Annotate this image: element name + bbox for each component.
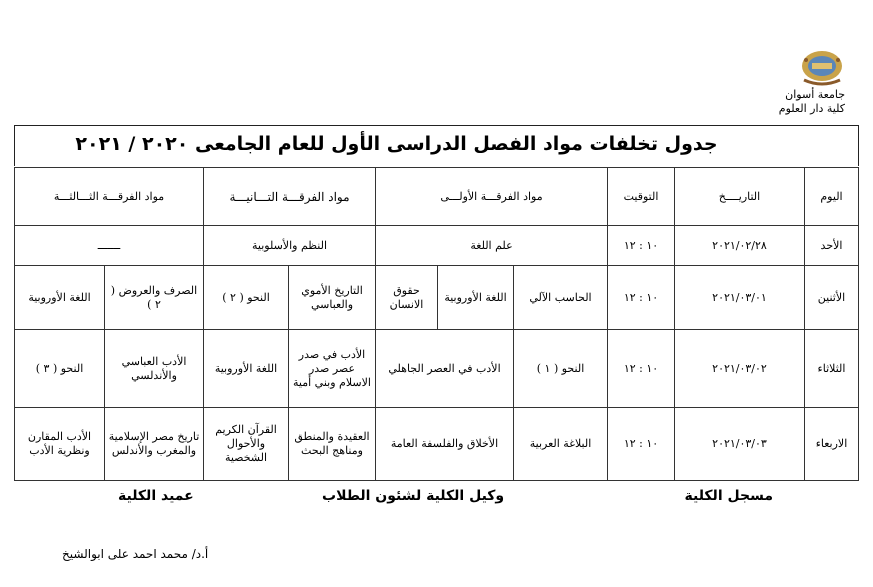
dean-name: أ.د/ محمد احمد على ابوالشيخ [62, 547, 209, 561]
day-cell: الأثنين [805, 266, 859, 330]
header-year2: مواد الفرقـــة التـــانيـــة [204, 168, 376, 226]
date-cell: ٢٠٢١/٠٢/٢٨ [675, 226, 805, 266]
college-title: كلية دار العلوم [778, 102, 845, 115]
year2-subject: القرآن الكريم والأحوال الشخصية [204, 408, 289, 481]
year3-subject: تاريخ مصر الإسلامية والمغرب والأندلس [105, 408, 204, 481]
table-row [15, 330, 859, 408]
table-header-row [15, 168, 859, 226]
year1-subject: البلاغة العربية [514, 408, 608, 481]
title-box [14, 125, 859, 166]
time-cell: ١٠ : ١٢ [608, 330, 675, 408]
year3-subject: الأدب العباسي والأندلسي [105, 330, 204, 408]
time-cell: ١٠ : ١٢ [608, 226, 675, 266]
date-cell: ٢٠٢١/٠٣/٠٢ [675, 330, 805, 408]
day-cell: الاربعاء [805, 408, 859, 481]
schedule-table [14, 167, 859, 481]
table-row [15, 266, 859, 330]
date-cell: ٢٠٢١/٠٣/٠١ [675, 266, 805, 330]
year1-subject: حقوق الانسان [376, 266, 438, 330]
table-row [15, 226, 859, 266]
year1-subject: الأخلاق والفلسفة العامة [376, 408, 514, 481]
year2-subject: اللغة الأوروبية [204, 330, 289, 408]
page-title: جدول تخلفات مواد الفصل الدراسى الأول للعام الجامعى ٢٠٢٠ / ٢٠٢١ [75, 133, 718, 155]
year1-subject: علم اللغة [376, 226, 608, 266]
year3-subject: ـــــــ [15, 226, 204, 266]
year2-subject: النظم والأسلوبية [204, 226, 376, 266]
header-time: التوقيت [608, 168, 675, 226]
day-cell: الأحد [805, 226, 859, 266]
header-year1: مواد الفرقـــة الأولـــى [376, 168, 608, 226]
table-row [15, 408, 859, 481]
year3-subject: الأدب المقارن ونظرية الأدب [15, 408, 105, 481]
year2-subject: النحو ( ٢ ) [204, 266, 289, 330]
header-day: اليوم [805, 168, 859, 226]
year1-subject: الأدب في العصر الجاهلي [376, 330, 514, 408]
year1-subject: النحو ( ١ ) [514, 330, 608, 408]
year1-subject: اللغة الأوروبية [438, 266, 514, 330]
college-name [779, 88, 845, 116]
dean-signature: عميد الكلية [118, 488, 194, 504]
university-logo-icon [800, 48, 844, 88]
day-cell: الثلاثاء [805, 330, 859, 408]
header-date: التاريــــخ [675, 168, 805, 226]
year3-subject: اللغة الأوروبية [15, 266, 105, 330]
year2-subject: العقيدة والمنطق ومناهج البحث [289, 408, 376, 481]
registrar-signature: مسجل الكلية [684, 488, 773, 504]
year2-subject: الأدب في صدر عصر صدر الاسلام وبني أمية [289, 330, 376, 408]
year2-subject: التاريخ الأموي والعباسي [289, 266, 376, 330]
header-year3: مواد الفرقـــة الثـــالثـــة [15, 168, 204, 226]
time-cell: ١٠ : ١٢ [608, 408, 675, 481]
date-cell: ٢٠٢١/٠٣/٠٣ [675, 408, 805, 481]
year1-subject: الحاسب الآلي [514, 266, 608, 330]
time-cell: ١٠ : ١٢ [608, 266, 675, 330]
vice-dean-signature: وكيل الكلية لشئون الطلاب [322, 488, 505, 504]
year3-subject: النحو ( ٣ ) [15, 330, 105, 408]
year3-subject: الصرف والعروض ( ٢ ) [105, 266, 204, 330]
university-name: جامعة أسوان [785, 88, 845, 101]
